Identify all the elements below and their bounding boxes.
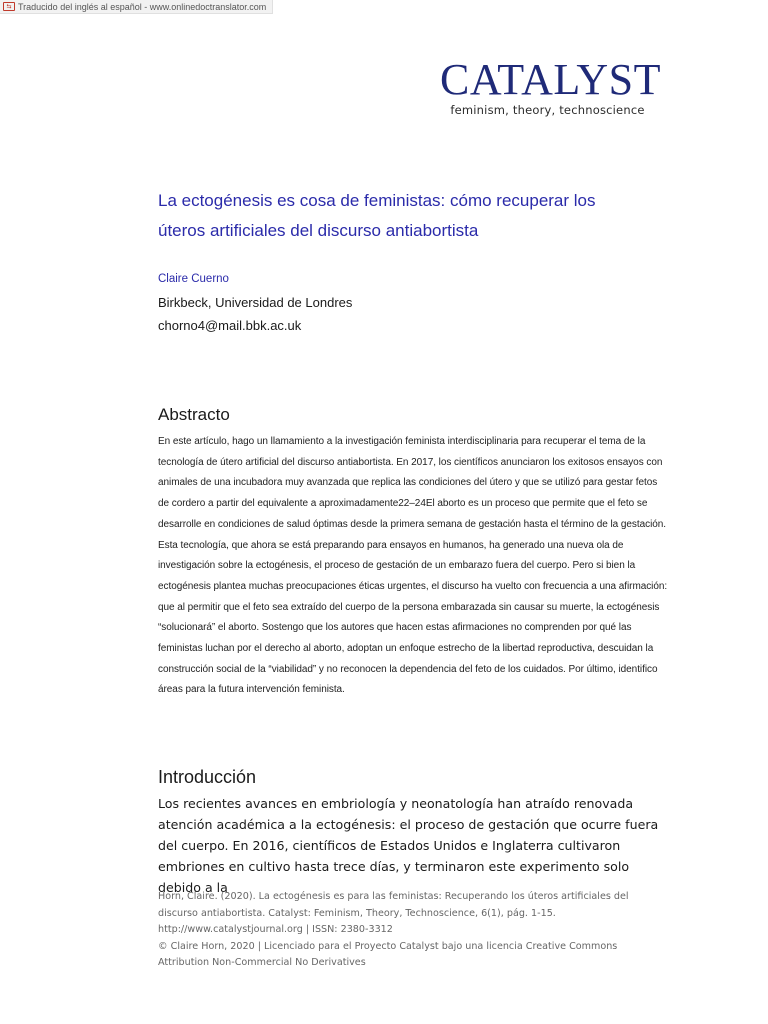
introduction-body: Los recientes avances en embriología y neonatología han atraído renovada atención académica a la ectogénesis: el proceso de gestación que ocurre fuera del cuerpo. En 2016, científicos de Estados Unidos e Inglaterra cultivaron embriones en cultivo hasta trece días, y terminaron este experimento solo debido a la: [158, 796, 659, 895]
logo-tagline: feminism, theory, technoscience: [450, 103, 645, 117]
logo-wordmark: CATALYST: [440, 55, 661, 104]
author-affiliation: Birkbeck, Universidad de Londres: [158, 295, 353, 310]
citation-text: Horn, Claire. (2020). La ectogénesis es para las feministas: Recuperando los úteros artificiales del discurso antiabortista. Catalyst: Feminism, Theory, Technoscience, 6(1), pág. 1-15.: [158, 891, 629, 919]
translator-banner-text[interactable]: Traducido del inglés al español - www.onlinedoctranslator.com: [18, 1, 267, 12]
abstract-heading: Abstracto: [158, 405, 230, 424]
abstract-body: En este artículo, hago un llamamiento a la investigación feminista interdisciplinaria para recuperar el tema de la tecnología de útero artificial del discurso antiabortista. En 2017, los científicos anunciaron los exitosos ensayos con animales de una incubadora muy avanzada que replica las condiciones del útero y que se utilizó para gestar fetos de cordero a partir del equivalente a aproximadamente22–24El aborto es un proceso que permite que el feto se desarrolle en condiciones de salud óptimas desde la primera semana de gestación hasta el término de la gestación. Esta tecnología, que ahora se está preparando para ensayos en humanos, ha generado una nueva ola de investigación sobre la ectogénesis, el proceso de gestación de un embarazo fuera del cuerpo. Pero si bien la ectogénesis plantea muchas preocupaciones éticas urgentes, el discurso ha vuelto con frecuencia a una afirmación: que al permitir que el feto sea extraído del cuerpo de la persona embarazada sin causar su muerte, la ectogénesis “solucionará” el aborto. Sostengo que los autores que hacen estas afirmaciones no comprenden por qué las feministas luchan por el derecho al aborto, adoptan un enfoque estrecho de la libertad reproductiva, descuidan la construcción social de la “viabilidad” y no reconocen la dependencia del feto de los cuidados. Por último, identifico áreas para la futura intervención feminista.: [158, 436, 668, 696]
citation-footer: [158, 889, 658, 972]
license-text: © Claire Horn, 2020 | Licenciado para el Proyecto Catalyst bajo una licencia Creative Commons Attribution Non-Commercial No Derivatives: [158, 940, 618, 968]
translator-banner[interactable]: [0, 0, 273, 14]
document-translate-icon: ⇆: [3, 2, 15, 11]
introduction-heading: Introducción: [158, 767, 257, 787]
author-email[interactable]: chorno4@mail.bbk.ac.uk: [158, 318, 302, 333]
article-title: La ectogénesis es cosa de feministas: cómo recuperar los úteros artificiales del discurso antiabortista: [158, 191, 596, 240]
author-name: Claire Cuerno: [158, 273, 229, 285]
journal-logo: [440, 55, 661, 117]
journal-url-issn[interactable]: http://www.catalystjournal.org | ISSN: 2380-3312: [158, 924, 393, 935]
